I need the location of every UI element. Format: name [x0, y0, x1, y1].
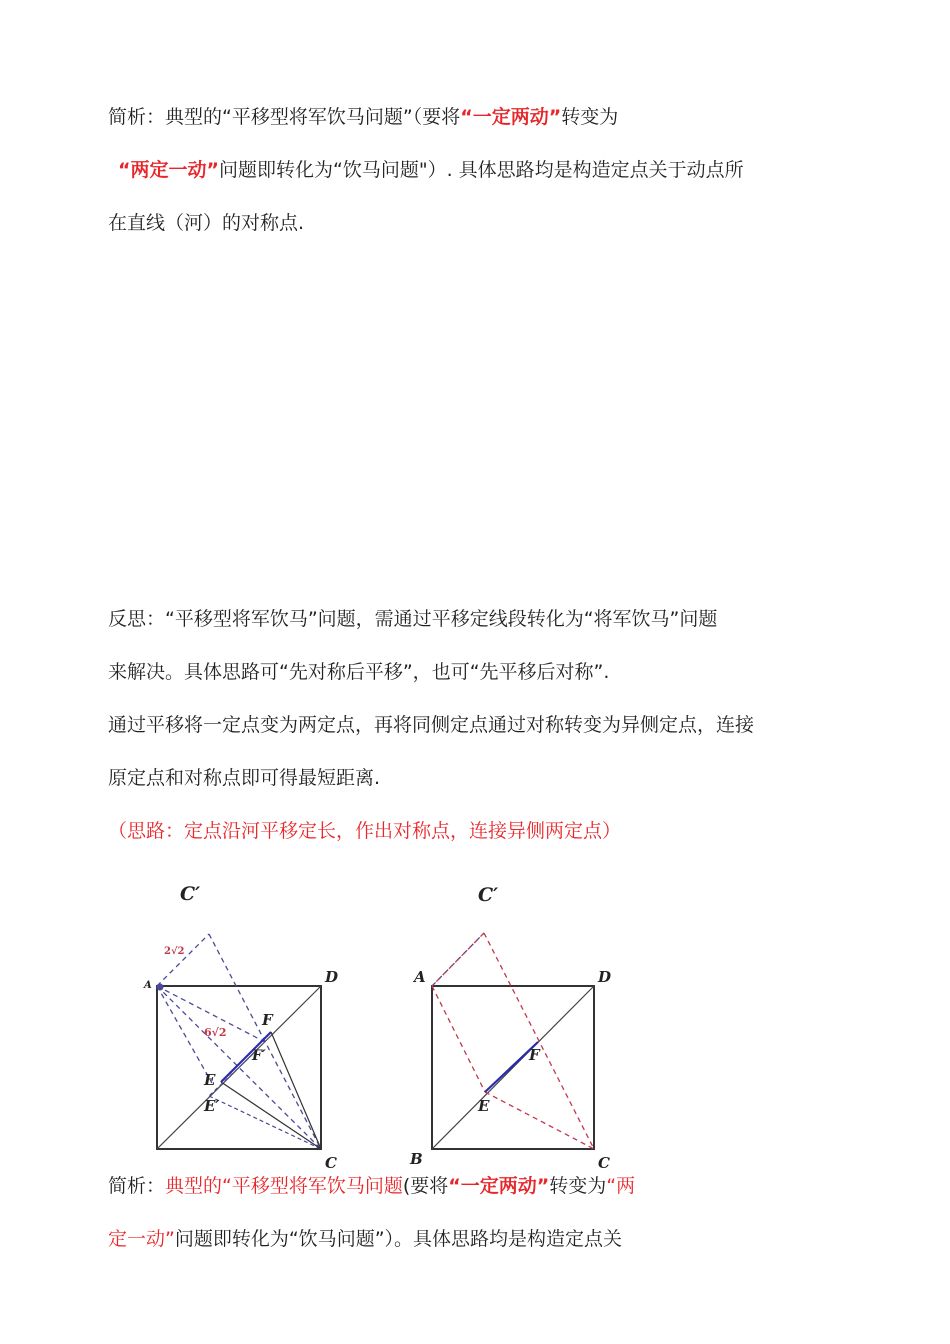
- highlight-text: “两: [606, 1175, 636, 1197]
- right-figure: [409, 884, 611, 1172]
- text: 转变为: [561, 106, 619, 128]
- label-d: D: [598, 968, 612, 986]
- label-c-prime: C′: [478, 884, 499, 906]
- dash-ep-c: [209, 1096, 321, 1149]
- label-f: F: [529, 1046, 540, 1064]
- label-b: B: [410, 1150, 423, 1168]
- hint-line: （思路：定点沿河平移定长，作出对称点，连接异侧两定点）: [108, 820, 622, 842]
- label-f: F: [262, 1011, 273, 1029]
- para2-line2: 来解决。具体思路可“先对称后平移”，也可“先平移后对称”.: [108, 661, 610, 683]
- highlight-text: 定一动”: [108, 1228, 175, 1250]
- line-f-c: [271, 1032, 321, 1149]
- label-e-prime: E′: [204, 1097, 220, 1115]
- label-e: E: [478, 1097, 490, 1115]
- point-a: [157, 984, 164, 991]
- label-f-prime: F′: [252, 1048, 266, 1064]
- text: 简析：: [108, 1175, 166, 1197]
- text: 问题即转化为“饮马问题"）. 具体思路均是构造定点关于动点所: [218, 159, 744, 181]
- label-d: D: [325, 968, 339, 986]
- text: (要将: [402, 1175, 449, 1197]
- dash-e-c-right: [485, 1092, 594, 1149]
- left-figure: [143, 883, 338, 1172]
- label-a: A: [414, 968, 426, 986]
- dash-a-cp: [157, 934, 209, 986]
- geometry-figures: [0, 870, 950, 1200]
- highlight-text: 典型的“平移型将军饮马问题: [165, 1175, 403, 1197]
- highlight-text: “一定两动”: [448, 1175, 550, 1197]
- para2-line4: 原定点和对称点即可得最短距离.: [108, 767, 381, 789]
- diagonal-right: [432, 986, 594, 1149]
- text: 问题即转化为“饮马问题”）。具体思路均是构造定点关: [174, 1228, 623, 1250]
- label-e: E: [204, 1071, 216, 1089]
- text: 转变为: [549, 1175, 607, 1197]
- label-c: C: [325, 1154, 337, 1172]
- para3-line1: [108, 1173, 635, 1199]
- label-a: A: [144, 980, 152, 991]
- dash-cp-a-red: [432, 933, 484, 986]
- para1-line1: [108, 104, 618, 130]
- label-c: C: [598, 1154, 610, 1172]
- line-e-c: [221, 1082, 321, 1149]
- para1-line3: 在直线（河）的对称点.: [108, 212, 305, 234]
- text: 简析：典型的“平移型将军饮马问题”（要将: [108, 106, 461, 128]
- dash-a-e-right: [432, 986, 485, 1092]
- dash-cp-c-right: [484, 933, 594, 1149]
- para2-line1: 反思：“平移型将军饮马”问题，需通过平移定线段转化为“将军饮马”问题: [108, 608, 718, 630]
- label-length-1: 2√2: [164, 946, 185, 957]
- diagonal-left: [157, 986, 321, 1149]
- para2-line3: 通过平移将一定点变为两定点，再将同侧定点通过对称转变为异侧定点，连接: [108, 714, 755, 736]
- label-c-prime: C′: [180, 883, 201, 905]
- highlight-text: “一定两动”: [460, 106, 562, 128]
- label-length-2: 6√2: [204, 1026, 227, 1039]
- highlight-text: “两定一动”: [118, 159, 219, 181]
- para1-line2: [118, 157, 744, 183]
- para3-line2: [108, 1226, 622, 1252]
